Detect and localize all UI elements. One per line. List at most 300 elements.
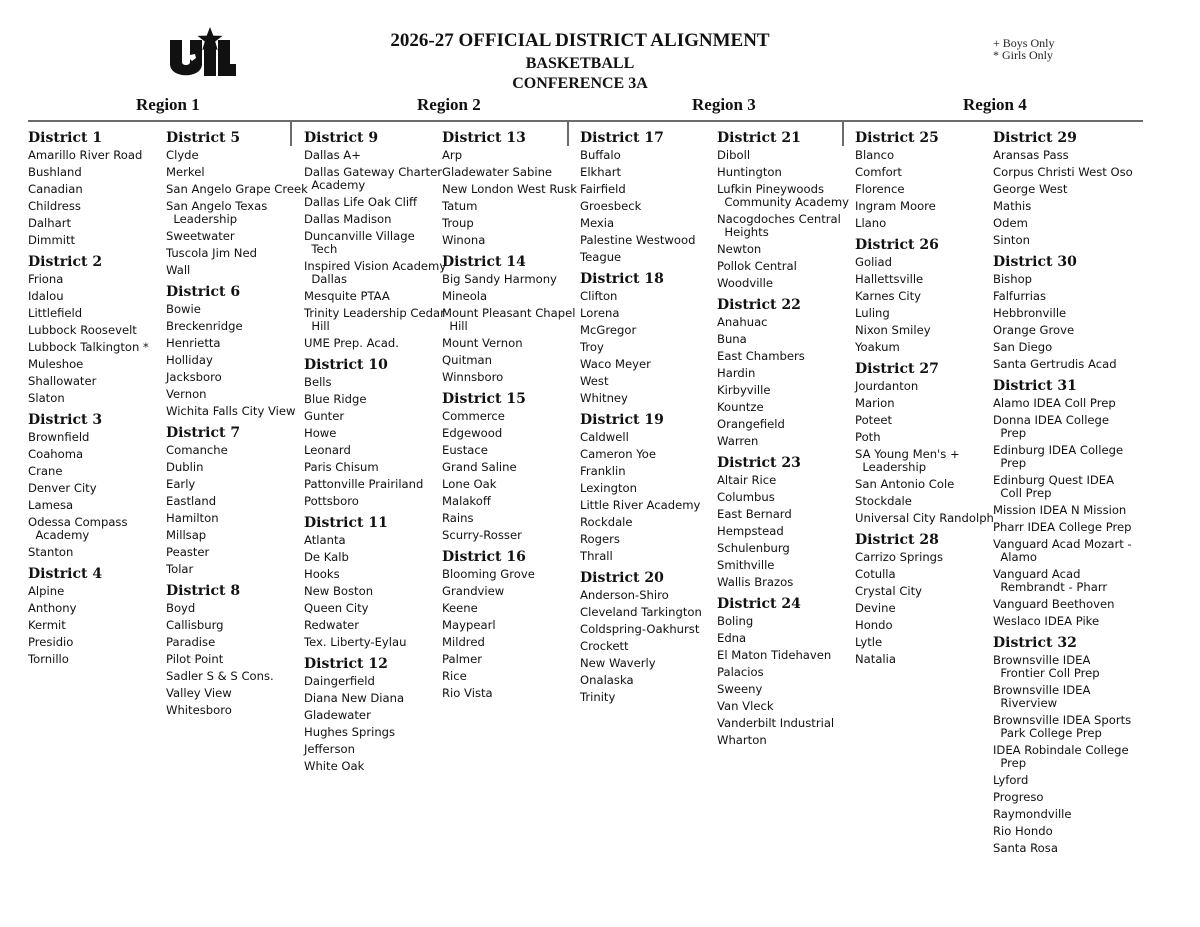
school-name: Crystal City	[855, 584, 923, 598]
school-name: Trinity Leadership Cedar Hill	[304, 306, 445, 333]
legend-girls-only: * Girls Only	[993, 48, 1053, 62]
district-heading: District 28	[855, 532, 939, 548]
school-name: Buffalo	[580, 148, 621, 162]
school-name: Nixon Smiley	[855, 323, 931, 337]
school-name: Tornillo	[28, 652, 69, 666]
district-block	[28, 129, 164, 249]
school-name: Hempstead	[717, 524, 784, 538]
school-name: Grandview	[442, 584, 505, 598]
school-name: Tolar	[166, 562, 194, 576]
school-name: Newton	[717, 242, 762, 256]
school-name: Sinton	[993, 233, 1030, 247]
school-name: Vanderbilt Industrial	[717, 716, 835, 730]
school-name: Carrizo Springs	[855, 550, 944, 564]
school-name: San Angelo Grape Creek	[166, 182, 308, 196]
school-name: Alamo IDEA Coll Prep	[993, 396, 1116, 410]
school-name: Huntington	[717, 165, 782, 179]
school-name: Atlanta	[304, 533, 346, 547]
district-block	[580, 270, 718, 407]
district-column	[855, 129, 993, 668]
school-name: Warren	[717, 434, 759, 448]
school-name: White Oak	[304, 759, 365, 773]
district-heading: District 26	[855, 237, 939, 253]
district-heading: District 3	[28, 412, 103, 428]
school-name: Inspired Vision Academy Dallas	[304, 259, 447, 286]
school-name: Mount Vernon	[442, 336, 523, 350]
district-heading: District 1	[28, 130, 103, 146]
school-name: Ingram Moore	[855, 199, 936, 213]
school-name: Mildred	[442, 635, 485, 649]
school-name: Karnes City	[855, 289, 921, 303]
sport-subtitle: BASKETBALL	[525, 55, 635, 72]
school-name: Mathis	[993, 199, 1032, 213]
school-name: Natalia	[855, 652, 896, 666]
school-name: Orangefield	[717, 417, 785, 431]
school-name: Luling	[855, 306, 890, 320]
district-heading: District 6	[166, 284, 241, 300]
school-name: Schulenburg	[717, 541, 790, 555]
school-name: Vernon	[166, 387, 207, 401]
school-name: Valley View	[166, 686, 232, 700]
school-name: Mesquite PTAA	[304, 289, 390, 303]
school-name: Rio Vista	[442, 686, 493, 700]
school-name: Winnsboro	[442, 370, 504, 384]
school-name: Diana New Diana	[304, 691, 405, 705]
school-name: Hallettsville	[855, 272, 924, 286]
district-block	[304, 129, 447, 352]
school-name: Anthony	[28, 601, 77, 615]
school-name: Duncanville Village Tech	[304, 229, 415, 256]
school-name: Early	[166, 477, 196, 491]
school-name: Pilot Point	[166, 652, 224, 666]
school-name: Coahoma	[28, 447, 84, 461]
district-block	[28, 411, 164, 561]
school-name: Maypearl	[442, 618, 496, 632]
school-name: George West	[993, 182, 1068, 196]
school-name: Poth	[855, 430, 881, 444]
school-name: Palacios	[717, 665, 764, 679]
school-name: Kirbyville	[717, 383, 771, 397]
district-block	[28, 565, 164, 668]
school-name: Thrall	[580, 549, 613, 563]
school-name: Lytle	[855, 635, 883, 649]
school-name: Odem	[993, 216, 1028, 230]
district-block	[717, 129, 855, 292]
school-name: Buna	[717, 332, 747, 346]
school-name: Presidio	[28, 635, 74, 649]
school-name: Pollok Central	[717, 259, 797, 273]
school-name: Lyford	[993, 773, 1029, 787]
school-name: Columbus	[717, 490, 775, 504]
school-name: Eustace	[442, 443, 488, 457]
region-4-header: Region 4	[963, 95, 1027, 114]
school-name: Brownsville IDEA Riverview	[993, 683, 1091, 710]
school-name: Sadler S & S Cons.	[166, 669, 274, 683]
school-name: Rio Hondo	[993, 824, 1053, 838]
school-name: Edgewood	[442, 426, 503, 440]
school-name: Hebbronville	[993, 306, 1067, 320]
page-title: 2026-27 OFFICIAL DISTRICT ALIGNMENT	[390, 30, 770, 51]
school-name: Cleveland Tarkington	[580, 605, 702, 619]
district-block	[442, 390, 578, 544]
school-name: Jourdanton	[855, 379, 919, 393]
school-name: Comanche	[166, 443, 228, 457]
district-block	[166, 582, 304, 719]
school-name: Edinburg Quest IDEA Coll Prep	[993, 473, 1115, 500]
school-name: Wall	[166, 263, 191, 277]
school-name: Teague	[580, 250, 622, 264]
school-name: Devine	[855, 601, 896, 615]
district-block	[855, 360, 993, 527]
district-block	[993, 129, 1143, 249]
school-name: Diboll	[717, 148, 751, 162]
school-name: Howe	[304, 426, 337, 440]
district-block	[580, 569, 718, 706]
school-name: Crane	[28, 464, 63, 478]
district-block	[28, 253, 164, 407]
school-name: Smithville	[717, 558, 775, 572]
school-name: Raymondville	[993, 807, 1072, 821]
school-name: Tatum	[442, 199, 478, 213]
school-name: Lubbock Talkington *	[28, 340, 149, 354]
school-name: Cameron Yoe	[580, 447, 657, 461]
district-heading: District 15	[442, 391, 526, 407]
district-block	[304, 655, 442, 775]
school-name: Palestine Westwood	[580, 233, 696, 247]
district-heading: District 16	[442, 549, 526, 565]
school-name: San Angelo Texas Leadership	[166, 199, 268, 226]
school-name: Idalou	[28, 289, 64, 303]
school-name: Hooks	[304, 567, 340, 581]
district-block	[993, 634, 1143, 857]
school-name: Dimmitt	[28, 233, 76, 247]
school-name: Poteet	[855, 413, 893, 427]
school-name: Childress	[28, 199, 81, 213]
district-block	[993, 377, 1143, 630]
school-name: Quitman	[442, 353, 492, 367]
district-block	[855, 129, 993, 232]
school-name: Lubbock Roosevelt	[28, 323, 137, 337]
school-name: New Boston	[304, 584, 374, 598]
district-block	[580, 411, 718, 565]
school-name: Redwater	[304, 618, 360, 632]
school-name: Fairfield	[580, 182, 626, 196]
school-name: Troup	[442, 216, 474, 230]
district-block	[993, 253, 1143, 373]
district-heading: District 30	[993, 254, 1077, 270]
district-block	[304, 356, 442, 510]
school-name: Lone Oak	[442, 477, 497, 491]
school-name: Woodville	[717, 276, 773, 290]
school-name: Aransas Pass	[993, 148, 1069, 162]
school-name: Daingerfield	[304, 674, 375, 688]
district-heading: District 7	[166, 425, 241, 441]
school-name: Lufkin Pineywoods Community Academy	[717, 182, 850, 209]
school-name: Bells	[304, 375, 332, 389]
legend	[993, 37, 1054, 61]
school-name: Franklin	[580, 464, 626, 478]
school-name: New London West Rusk	[442, 182, 577, 196]
school-name: Anahuac	[717, 315, 768, 329]
district-block	[442, 548, 578, 702]
school-name: Keene	[442, 601, 478, 615]
school-name: Shallowater	[28, 374, 97, 388]
school-name: Corpus Christi West Oso	[993, 165, 1133, 179]
school-name: Tex. Liberty-Eylau	[304, 635, 407, 649]
school-name: Marion	[855, 396, 895, 410]
school-name: Whitesboro	[166, 703, 232, 717]
school-name: McGregor	[580, 323, 637, 337]
school-name: San Diego	[993, 340, 1053, 354]
school-name: Wharton	[717, 733, 767, 747]
school-name: Kountze	[717, 400, 764, 414]
school-name: SA Young Men's + Leadership	[855, 447, 960, 474]
district-heading: District 2	[28, 254, 103, 270]
header-divider	[28, 120, 1143, 122]
district-column	[166, 129, 308, 719]
school-name: Crockett	[580, 639, 629, 653]
school-name: Trinity	[580, 690, 616, 704]
school-name: Gunter	[304, 409, 345, 423]
school-name: Slaton	[28, 391, 65, 405]
school-name: Blue Ridge	[304, 392, 367, 406]
school-name: Queen City	[304, 601, 369, 615]
district-heading: District 21	[717, 130, 801, 146]
school-name: Malakoff	[442, 494, 491, 508]
region-1-header: Region 1	[136, 95, 200, 114]
school-name: Universal City Randolph	[855, 511, 994, 525]
district-block	[166, 283, 304, 420]
school-name: Dublin	[166, 460, 204, 474]
school-name: Peaster	[166, 545, 210, 559]
school-name: Hondo	[855, 618, 893, 632]
district-heading: District 23	[717, 455, 801, 471]
school-name: Blooming Grove	[442, 567, 535, 581]
school-name: Tuscola Jim Ned	[166, 246, 257, 260]
school-name: Mineola	[442, 289, 488, 303]
school-name: Mount Pleasant Chapel Hill	[442, 306, 576, 333]
school-name: Santa Gertrudis Acad	[993, 357, 1117, 371]
district-block	[304, 514, 442, 651]
school-name: Jacksboro	[166, 370, 222, 384]
district-heading: District 11	[304, 515, 388, 531]
school-name: Waco Meyer	[580, 357, 651, 371]
school-name: Yoakum	[855, 340, 900, 354]
school-name: Clyde	[166, 148, 199, 162]
school-name: Big Sandy Harmony	[442, 272, 557, 286]
district-block	[166, 424, 304, 578]
district-heading: District 8	[166, 583, 241, 599]
school-name: Lexington	[580, 481, 637, 495]
school-name: Florence	[855, 182, 905, 196]
school-name: Dalhart	[28, 216, 72, 230]
school-name: Pharr IDEA College Prep	[993, 520, 1132, 534]
school-name: Friona	[28, 272, 64, 286]
school-name: Stockdale	[855, 494, 912, 508]
district-heading: District 32	[993, 635, 1077, 651]
school-name: Amarillo River Road	[28, 148, 143, 162]
conference-label: CONFERENCE 3A	[512, 75, 648, 92]
school-name: Palmer	[442, 652, 482, 666]
district-heading: District 20	[580, 570, 664, 586]
district-heading: District 13	[442, 130, 526, 146]
district-heading: District 12	[304, 656, 388, 672]
region-3-header: Region 3	[692, 95, 756, 114]
school-name: Denver City	[28, 481, 97, 495]
school-name: Millsap	[166, 528, 207, 542]
school-name: Blanco	[855, 148, 895, 162]
district-block	[166, 129, 308, 279]
school-name: Littlefield	[28, 306, 83, 320]
legend-boys-only: + Boys Only	[993, 36, 1055, 50]
school-name: Onalaska	[580, 673, 634, 687]
school-name: Rogers	[580, 532, 620, 546]
school-name: Callisburg	[166, 618, 224, 632]
school-name: Hardin	[717, 366, 756, 380]
school-name: Rockdale	[580, 515, 633, 529]
school-name: Holliday	[166, 353, 213, 367]
school-name: Dallas Gateway Charter Academy	[304, 165, 442, 192]
district-block	[717, 595, 855, 749]
school-name: Hughes Springs	[304, 725, 396, 739]
district-column	[442, 129, 578, 702]
school-name: West	[580, 374, 609, 388]
district-heading: District 27	[855, 361, 939, 377]
school-name: Arp	[442, 148, 463, 162]
school-name: Dallas Madison	[304, 212, 392, 226]
district-heading: District 17	[580, 130, 664, 146]
school-name: Hamilton	[166, 511, 219, 525]
school-name: Boyd	[166, 601, 196, 615]
district-heading: District 14	[442, 254, 526, 270]
district-heading: District 29	[993, 130, 1077, 146]
school-name: Van Vleck	[717, 699, 774, 713]
district-heading: District 25	[855, 130, 939, 146]
school-name: Santa Rosa	[993, 841, 1058, 855]
school-name: Dallas A+	[304, 148, 361, 162]
district-column	[28, 129, 164, 668]
school-name: Mission IDEA N Mission	[993, 503, 1127, 517]
school-name: Leonard	[304, 443, 351, 457]
school-name: Canadian	[28, 182, 83, 196]
school-name: Odessa Compass Academy	[28, 515, 128, 542]
school-name: Bishop	[993, 272, 1033, 286]
school-name: New Waverly	[580, 656, 656, 670]
school-name: Progreso	[993, 790, 1044, 804]
school-name: Mexia	[580, 216, 615, 230]
school-name: Muleshoe	[28, 357, 84, 371]
district-column	[304, 129, 447, 775]
school-name: Comfort	[855, 165, 902, 179]
district-heading: District 5	[166, 130, 241, 146]
school-name: Altair Rice	[717, 473, 777, 487]
school-name: Donna IDEA College Prep	[993, 413, 1110, 440]
school-name: Brownsville IDEA Sports Park College Prep	[993, 713, 1132, 740]
school-name: Alpine	[28, 584, 65, 598]
school-name: Elkhart	[580, 165, 622, 179]
school-name: Vanguard Beethoven	[993, 597, 1115, 611]
region-2-header: Region 2	[417, 95, 481, 114]
school-name: Wichita Falls City View	[166, 404, 296, 418]
school-name: Troy	[580, 340, 604, 354]
school-name: Groesbeck	[580, 199, 642, 213]
school-name: Bowie	[166, 302, 201, 316]
school-name: Jefferson	[304, 742, 355, 756]
school-name: Gladewater	[304, 708, 371, 722]
district-heading: District 9	[304, 130, 379, 146]
district-heading: District 22	[717, 297, 801, 313]
school-name: Brownfield	[28, 430, 90, 444]
school-name: Nacogdoches Central Heights	[717, 212, 841, 239]
district-heading: District 10	[304, 357, 388, 373]
district-block	[717, 296, 855, 450]
district-heading: District 24	[717, 596, 801, 612]
school-name: Edinburg IDEA College Prep	[993, 443, 1124, 470]
school-name: Lamesa	[28, 498, 74, 512]
school-name: Vanguard Acad Mozart - Alamo	[993, 537, 1132, 564]
school-name: Llano	[855, 216, 887, 230]
school-name: Whitney	[580, 391, 628, 405]
school-name: East Chambers	[717, 349, 805, 363]
school-name: Gladewater Sabine	[442, 165, 553, 179]
school-name: Brownsville IDEA Frontier Coll Prep	[993, 653, 1100, 680]
school-name: East Bernard	[717, 507, 792, 521]
school-name: Pottsboro	[304, 494, 359, 508]
school-name: Falfurrias	[993, 289, 1047, 303]
school-name: Caldwell	[580, 430, 629, 444]
school-name: El Maton Tidehaven	[717, 648, 832, 662]
district-block	[717, 454, 855, 591]
district-column	[717, 129, 855, 749]
school-name: Cotulla	[855, 567, 896, 581]
school-name: UME Prep. Acad.	[304, 336, 399, 350]
district-block	[442, 129, 578, 249]
school-name: IDEA Robindale College Prep	[993, 743, 1129, 770]
school-name: Sweeny	[717, 682, 763, 696]
district-heading: District 19	[580, 412, 664, 428]
school-name: Vanguard Acad Rembrandt - Pharr	[993, 567, 1108, 594]
district-column	[580, 129, 718, 706]
school-name: Paradise	[166, 635, 216, 649]
school-name: Edna	[717, 631, 747, 645]
school-name: Dallas Life Oak Cliff	[304, 195, 418, 209]
school-name: Merkel	[166, 165, 205, 179]
district-heading: District 31	[993, 378, 1077, 394]
school-name: Anderson-Shiro	[580, 588, 669, 602]
school-name: Weslaco IDEA Pike	[993, 614, 1100, 628]
district-block	[855, 531, 993, 668]
district-heading: District 18	[580, 271, 664, 287]
school-name: Clifton	[580, 289, 618, 303]
school-name: De Kalb	[304, 550, 349, 564]
school-name: Little River Academy	[580, 498, 701, 512]
school-name: Winona	[442, 233, 486, 247]
school-name: Orange Grove	[993, 323, 1075, 337]
school-name: Bushland	[28, 165, 82, 179]
school-name: Kermit	[28, 618, 66, 632]
school-name: Sweetwater	[166, 229, 235, 243]
school-name: Eastland	[166, 494, 217, 508]
school-name: Paris Chisum	[304, 460, 379, 474]
school-name: Goliad	[855, 255, 892, 269]
school-name: Commerce	[442, 409, 505, 423]
school-name: Scurry-Rosser	[442, 528, 522, 542]
school-name: Grand Saline	[442, 460, 517, 474]
school-name: Rice	[442, 669, 467, 683]
district-block	[855, 236, 993, 356]
school-name: Wallis Brazos	[717, 575, 794, 589]
school-name: Stanton	[28, 545, 74, 559]
